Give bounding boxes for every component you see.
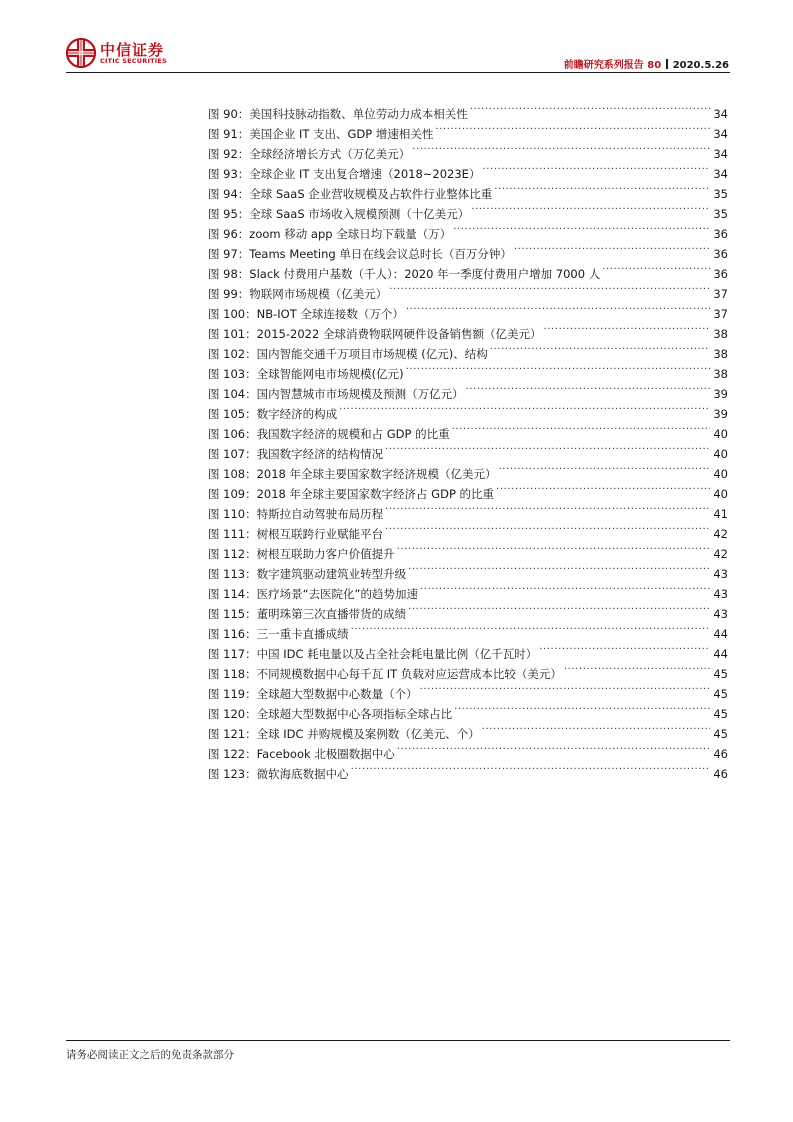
toc-dot-leader [397,738,710,758]
toc-entry-label[interactable]: 图 97：Teams Meeting 单日在线会议总时长（百万分钟） [208,247,512,261]
toc-dot-leader [412,138,710,158]
toc-entry-page[interactable]: 38 [713,347,728,361]
toc-dot-leader [543,318,710,338]
toc-entry-page[interactable]: 34 [713,127,728,141]
toc-entry-page[interactable]: 46 [713,767,728,781]
toc-dot-leader [385,518,710,538]
toc-entry-label[interactable]: 图 99：物联网市场规模（亿美元） [208,287,388,301]
toc-entry-page[interactable]: 45 [713,727,728,741]
citic-logo [66,38,186,72]
toc-entry-label[interactable]: 图 94：全球 SaaS 企业营收规模及占软件行业整体比重 [208,187,493,201]
toc-entry-page[interactable]: 36 [713,247,728,261]
toc-entry[interactable] [208,98,728,121]
report-date: 2020.5.26 [672,60,729,71]
report-series: 前瞻研究系列报告 80 [563,60,662,71]
toc-dot-leader [420,678,710,698]
toc-entry-page[interactable]: 43 [713,587,728,601]
toc-entry-label[interactable]: 图 102：国内智能交通千万项目市场规模 (亿元)、结构 [208,347,488,361]
toc-dot-leader [435,118,710,138]
toc-entry-page[interactable]: 39 [713,387,728,401]
toc-entry-page[interactable]: 40 [713,467,728,481]
toc-entry-page[interactable]: 45 [713,687,728,701]
toc-dot-leader [397,538,710,558]
footer-divider [66,1040,730,1041]
report-series-title [564,56,729,71]
toc-entry-page[interactable]: 34 [713,107,728,121]
toc-entry-page[interactable]: 36 [713,227,728,241]
toc-dot-leader [494,178,710,198]
toc-dot-leader [452,418,710,438]
toc-dot-leader [389,278,710,298]
toc-entry-label[interactable]: 图 105：数字经济的构成 [208,407,338,421]
toc-entry-label[interactable]: 图 116：三一重卡直播成绩 [208,627,349,641]
toc-entry-label[interactable]: 图 104：国内智慧城市市场规模及预测（万亿元） [208,387,464,401]
toc-entry-page[interactable]: 37 [713,307,728,321]
toc-entry-label[interactable]: 图 109：2018 年全球主要国家数字经济占 GDP 的比重 [208,487,495,501]
toc-entry-page[interactable]: 38 [713,367,728,381]
toc-entry-label[interactable]: 图 106：我国数字经济的规模和占 GDP 的比重 [208,427,450,441]
toc-dot-leader [539,638,710,658]
toc-entry-page[interactable]: 35 [713,187,728,201]
toc-entry-label[interactable]: 图 91：美国企业 IT 支出、GDP 增速相关性 [208,127,434,141]
toc-entry-label[interactable]: 图 95：全球 SaaS 市场收入规模预测（十亿美元） [208,207,470,221]
toc-dot-leader [406,358,710,378]
toc-entry-page[interactable]: 41 [713,507,728,521]
toc-dot-leader [385,498,710,518]
toc-dot-leader [385,438,710,458]
toc-dot-leader [453,218,710,238]
disclaimer-note: 请务必阅读正文之后的免责条款部分 [66,1049,234,1061]
toc-dot-leader [471,198,710,218]
brand-name-en: CITIC SECURITIES [100,57,167,65]
toc-entry-page[interactable]: 42 [713,547,728,561]
toc-entry-page[interactable]: 40 [713,447,728,461]
toc-entry-label[interactable]: 图 92：全球经济增长方式（万亿美元） [208,147,411,161]
toc-entry-label[interactable]: 图 113：数字建筑驱动建筑业转型升级 [208,567,407,581]
toc-dot-leader [482,718,710,738]
toc-entry-label[interactable]: 图 123：微软海底数据中心 [208,767,349,781]
toc-dot-leader [351,758,710,778]
toc-entry-label[interactable]: 图 118：不同规模数据中心每千瓦 IT 负载对应运营成本比较（美元） [208,667,562,681]
toc-dot-leader [420,578,710,598]
toc-entry-label[interactable]: 图 119：全球超大型数据中心数量（个） [208,687,418,701]
toc-entry-page[interactable]: 40 [713,487,728,501]
toc-dot-leader [454,698,710,718]
toc-entry-label[interactable]: 图 115：董明珠第三次直播带货的成绩 [208,607,407,621]
toc-entry-page[interactable]: 39 [713,407,728,421]
toc-dot-leader [408,598,710,618]
toc-dot-leader [339,398,710,418]
toc-entry-page[interactable]: 36 [713,267,728,281]
toc-dot-leader [499,458,710,478]
toc-dot-leader [482,158,710,178]
toc-entry-label[interactable]: 图 96：zoom 移动 app 全球日均下载量（万） [208,227,452,241]
header-divider [66,72,730,73]
toc-entry-page[interactable]: 45 [713,707,728,721]
toc-dot-leader [351,618,710,638]
toc-entry-page[interactable]: 44 [713,647,728,661]
toc-dot-leader [602,258,710,278]
toc-entry-label[interactable]: 图 121：全球 IDC 并购规模及案例数（亿美元、个） [208,727,480,741]
toc-entry-label[interactable]: 图 100：NB-IOT 全球连接数（万个） [208,307,404,321]
toc-entry-page[interactable]: 42 [713,527,728,541]
toc-entry-page[interactable]: 45 [713,667,728,681]
toc-entry-label[interactable]: 图 103：全球智能网电市场规模(亿元) [208,367,404,381]
toc-dot-leader [408,558,710,578]
toc-entry-label[interactable]: 图 110：特斯拉自动驾驶布局历程 [208,507,384,521]
toc-dot-leader [470,98,710,118]
toc-dot-leader [514,238,710,258]
toc-dot-leader [466,378,710,398]
toc-entry-label[interactable]: 图 112：树根互联助力客户价值提升 [208,547,395,561]
toc-entry-label[interactable]: 图 120：全球超大型数据中心各项指标全球占比 [208,707,453,721]
toc-entry-page[interactable]: 43 [713,567,728,581]
toc-entry-label[interactable]: 图 117：中国 IDC 耗电量以及占全社会耗电量比例（亿千瓦时） [208,647,538,661]
toc-entry-page[interactable]: 44 [713,627,728,641]
toc-entry-label[interactable]: 图 111：树根互联跨行业赋能平台 [208,527,384,541]
citic-emblem-icon [66,38,96,68]
toc-entry-label[interactable]: 图 122：Facebook 北极圈数据中心 [208,747,395,761]
toc-entry-label[interactable]: 图 90：美国科技脉动指数、单位劳动力成本相关性 [208,107,468,121]
toc-entry-page[interactable]: 37 [713,287,728,301]
toc-entry-label[interactable]: 图 98：Slack 付费用户基数（千人）：2020 年一季度付费用户增加 7000 人 [208,267,601,281]
toc-entry-label[interactable]: 图 101：2015-2022 全球消费物联网硬件设备销售额（亿美元） [208,327,542,341]
toc-dot-leader [406,298,710,318]
brand-name-cn: 中信证券 [100,41,165,59]
figure-list [208,98,728,781]
toc-dot-leader [564,658,710,678]
page-header [0,0,793,76]
title-separator [666,59,668,69]
toc-entry-page[interactable]: 34 [713,147,728,161]
toc-dot-leader [490,338,710,358]
toc-entry-page[interactable]: 38 [713,327,728,341]
toc-entry-label[interactable]: 图 107：我国数字经济的结构情况 [208,447,384,461]
toc-entry-label[interactable]: 图 114：医疗场景“去医院化”的趋势加速 [208,587,419,601]
toc-entry-page[interactable]: 43 [713,607,728,621]
toc-entry-page[interactable]: 40 [713,427,728,441]
toc-entry-page[interactable]: 35 [713,207,728,221]
toc-entry-page[interactable]: 46 [713,747,728,761]
toc-entry-label[interactable]: 图 108：2018 年全球主要国家数字经济规模（亿美元） [208,467,497,481]
toc-entry-label[interactable]: 图 93：全球企业 IT 支出复合增速（2018~2023E） [208,167,481,181]
toc-entry-page[interactable]: 34 [713,167,728,181]
toc-dot-leader [496,478,710,498]
